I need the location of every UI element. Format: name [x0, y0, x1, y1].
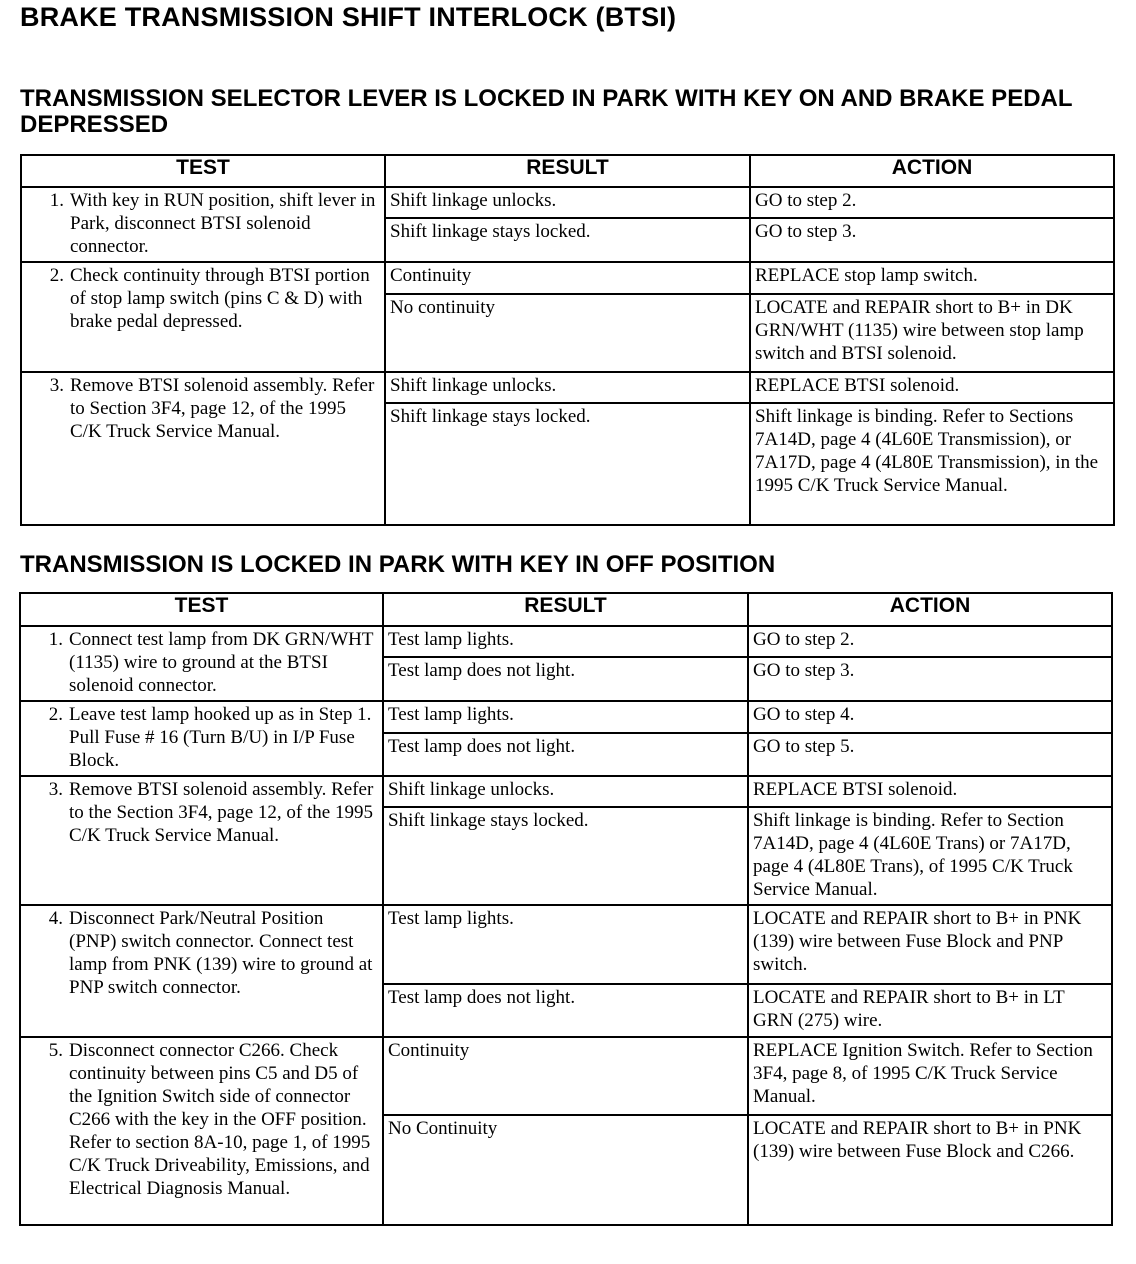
- column-header-action: ACTION: [750, 155, 1114, 187]
- action-cell: GO to step 5.: [748, 733, 1112, 776]
- action-cell: GO to step 2.: [748, 626, 1112, 657]
- action-cell: GO to step 3.: [750, 218, 1114, 262]
- action-cell: LOCATE and REPAIR short to B+ in LT GRN (275) wire.: [748, 984, 1112, 1037]
- section-heading-1: TRANSMISSION SELECTOR LEVER IS LOCKED IN PARK WITH KEY ON AND BRAKE PEDAL DEPRESSED: [20, 85, 1073, 138]
- test-text: With key in RUN position, shift lever in Park, disconnect BTSI solenoid connector.: [70, 190, 376, 257]
- result-cell: No continuity: [385, 294, 750, 372]
- result-cell: Test lamp lights.: [383, 626, 748, 657]
- test-cell: [20, 626, 383, 701]
- test-text: Disconnect Park/Neutral Position (PNP) switch connector. Connect test lamp from PNK (139) wire to ground at PNP switch connector.: [69, 908, 373, 998]
- action-cell: LOCATE and REPAIR short to B+ in PNK (139) wire between Fuse Block and C266.: [748, 1115, 1112, 1225]
- result-cell: Continuity: [383, 1037, 748, 1115]
- step-number: 1.: [49, 190, 64, 211]
- step-number: 3.: [48, 779, 63, 800]
- column-header-test: TEST: [21, 155, 385, 187]
- diagnosis-table-1: [20, 154, 1115, 526]
- step-number: 3.: [49, 375, 64, 396]
- step-number: 2.: [48, 704, 63, 725]
- test-text: Remove BTSI solenoid assembly. Refer to Section 3F4, page 12, of the 1995 C/K Truck Service Manual.: [70, 375, 375, 442]
- action-cell: REPLACE Ignition Switch. Refer to Section 3F4, page 8, of 1995 C/K Truck Service Manual.: [748, 1037, 1112, 1115]
- action-cell: GO to step 3.: [748, 657, 1112, 701]
- action-cell: Shift linkage is binding. Refer to Sections 7A14D, page 4 (4L60E Transmission), or 7A17D, page 4 (4L80E Transmission), in the 1995 C/K Truck Service Manual.: [750, 403, 1114, 525]
- column-header-result: RESULT: [383, 593, 748, 626]
- test-text: Remove BTSI solenoid assembly. Refer to the Section 3F4, page 12, of the 1995 C/K Truck Service Manual.: [69, 779, 374, 846]
- result-cell: Shift linkage unlocks.: [385, 372, 750, 403]
- result-cell: Shift linkage stays locked.: [385, 218, 750, 262]
- step-number: 1.: [48, 629, 63, 650]
- action-cell: LOCATE and REPAIR short to B+ in DK GRN/WHT (1135) wire between stop lamp switch and BTSI solenoid.: [750, 294, 1114, 372]
- section-heading-2: TRANSMISSION IS LOCKED IN PARK WITH KEY IN OFF POSITION: [20, 551, 776, 578]
- table-row: [21, 187, 1114, 218]
- table-row: [20, 1037, 1112, 1115]
- column-header-result: RESULT: [385, 155, 750, 187]
- result-cell: Test lamp lights.: [383, 905, 748, 984]
- action-cell: Shift linkage is binding. Refer to Section 7A14D, page 4 (4L60E Trans) or 7A17D, page 4 (4L80E Trans), of 1995 C/K Truck Service Manual.: [748, 807, 1112, 905]
- test-cell: [20, 905, 383, 1037]
- result-cell: Test lamp does not light.: [383, 733, 748, 776]
- result-cell: Continuity: [385, 262, 750, 294]
- table-row: [20, 626, 1112, 657]
- column-header-action: ACTION: [748, 593, 1112, 626]
- action-cell: GO to step 4.: [748, 701, 1112, 733]
- test-cell: [21, 262, 385, 372]
- action-cell: GO to step 2.: [750, 187, 1114, 218]
- test-text: Disconnect connector C266. Check continuity between pins C5 and D5 of the Ignition Switch side of connector C266 with the key in the OFF position. Refer to section 8A-10, page 1, of 1995 C/K Truck Driveability, Emissions, and Electrical Diagnosis Manual.: [69, 1040, 371, 1199]
- header-row: [20, 593, 1112, 626]
- result-cell: No Continuity: [383, 1115, 748, 1225]
- diagnosis-table-2: [19, 592, 1113, 1226]
- action-cell: REPLACE BTSI solenoid.: [748, 776, 1112, 807]
- column-header-test: TEST: [20, 593, 383, 626]
- action-cell: LOCATE and REPAIR short to B+ in PNK (139) wire between Fuse Block and PNP switch.: [748, 905, 1112, 984]
- step-number: 5.: [48, 1040, 63, 1061]
- result-cell: Test lamp lights.: [383, 701, 748, 733]
- result-cell: Shift linkage unlocks.: [385, 187, 750, 218]
- test-text: Leave test lamp hooked up as in Step 1. Pull Fuse # 16 (Turn B/U) in I/P Fuse Block.: [69, 704, 372, 771]
- result-cell: Test lamp does not light.: [383, 984, 748, 1037]
- table-row: [20, 701, 1112, 733]
- table-row: [20, 776, 1112, 807]
- test-cell: [20, 776, 383, 905]
- result-cell: Shift linkage unlocks.: [383, 776, 748, 807]
- table-row: [21, 262, 1114, 294]
- table-row: [20, 905, 1112, 984]
- test-cell: [20, 701, 383, 776]
- test-cell: [21, 187, 385, 262]
- action-cell: REPLACE BTSI solenoid.: [750, 372, 1114, 403]
- test-text: Connect test lamp from DK GRN/WHT (1135) wire to ground at the BTSI solenoid connector.: [69, 629, 374, 696]
- result-cell: Test lamp does not light.: [383, 657, 748, 701]
- action-cell: REPLACE stop lamp switch.: [750, 262, 1114, 294]
- step-number: 4.: [48, 908, 63, 929]
- test-text: Check continuity through BTSI portion of stop lamp switch (pins C & D) with brake pedal depressed.: [70, 265, 370, 332]
- result-cell: Shift linkage stays locked.: [385, 403, 750, 525]
- test-cell: [21, 372, 385, 525]
- test-cell: [20, 1037, 383, 1225]
- header-row: [21, 155, 1114, 187]
- result-cell: Shift linkage stays locked.: [383, 807, 748, 905]
- page-title: BRAKE TRANSMISSION SHIFT INTERLOCK (BTSI): [20, 2, 677, 32]
- step-number: 2.: [49, 265, 64, 286]
- table-row: [21, 372, 1114, 403]
